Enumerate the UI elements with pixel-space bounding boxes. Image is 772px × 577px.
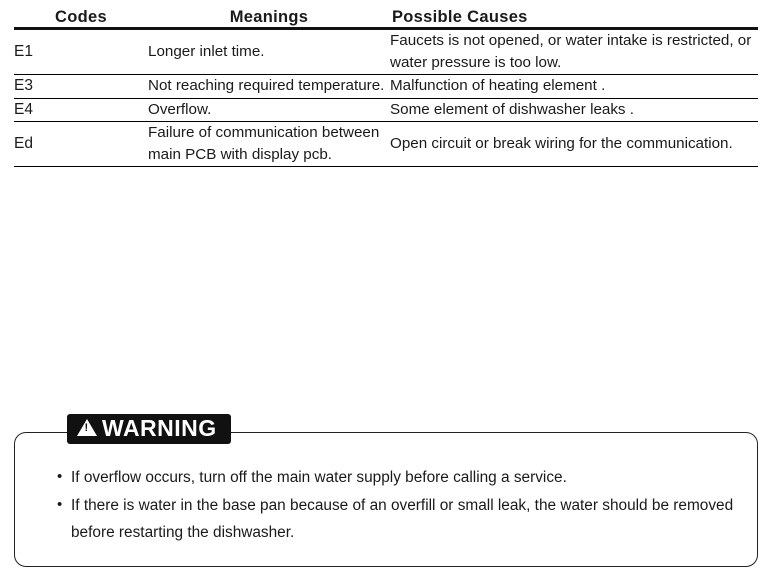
cell-code: E1 [14, 42, 33, 60]
cell-meaning: Not reaching required temperature. [148, 77, 385, 95]
table-header [14, 8, 758, 29]
cell-meaning: Longer inlet time. [148, 43, 265, 61]
cell-code: Ed [14, 134, 33, 152]
warning-section [14, 415, 758, 567]
list-item: • If there is water in the base pan because of an overfill or small leak, the water should be removed before restarting the dishwasher. [57, 493, 737, 546]
column-header-codes: Codes [55, 8, 107, 26]
cell-meaning: Overflow. [148, 100, 212, 118]
list-item: • If overflow occurs, turn off the main water supply before calling a service. [57, 465, 737, 491]
cell-cause: Malfunction of heating element . [390, 77, 606, 95]
warning-badge-label: WARNING [102, 415, 217, 441]
warning-triangle-icon [77, 419, 97, 436]
table-body [14, 29, 758, 167]
warning-box [14, 415, 758, 567]
cell-code: E4 [14, 100, 33, 118]
cell-cause: Open circuit or break wiring for the communication. [390, 135, 733, 153]
warning-badge [67, 414, 231, 444]
column-header-possible-causes: Possible Causes [392, 8, 528, 26]
table-row [14, 98, 758, 121]
table-row [14, 29, 758, 75]
error-code-page [0, 8, 772, 577]
table-row [14, 75, 758, 98]
cell-cause: Faucets is not opened, or water intake is restricted, or water pressure is too low. [390, 32, 752, 72]
cell-code: E3 [14, 77, 33, 95]
column-header-meanings: Meanings [229, 8, 309, 26]
cell-meaning: Failure of communication between main PCB with display pcb. [148, 124, 380, 164]
table-header-row [14, 8, 758, 29]
error-code-table [14, 8, 758, 167]
warning-list [35, 465, 737, 546]
cell-cause: Some element of dishwasher leaks . [390, 100, 634, 118]
table-row [14, 122, 758, 167]
